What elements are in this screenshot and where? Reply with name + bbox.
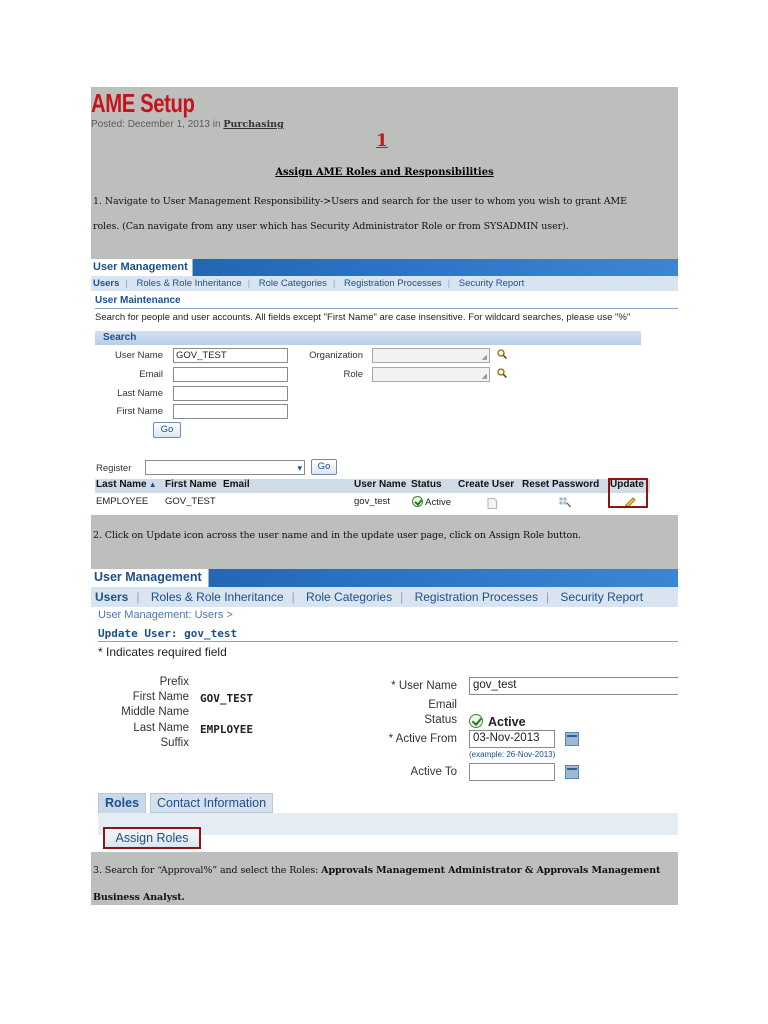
- section-title: User Maintenance: [95, 295, 181, 306]
- first-name-value: GOV_TEST: [200, 692, 253, 705]
- update-highlight-box: [608, 478, 648, 508]
- col-status: Status: [411, 479, 442, 490]
- col-update: Update: [610, 479, 644, 490]
- step2-text: 2. Click on Update icon across the user name and in the update user page, click on Assign Role button.: [93, 530, 582, 541]
- tab-roles[interactable]: Roles: [98, 793, 146, 813]
- user-management-tab[interactable]: User Management: [91, 569, 209, 587]
- cell-first-name: GOV_TEST: [165, 496, 216, 507]
- nav-role-categories[interactable]: Role Categories: [306, 590, 393, 604]
- nav-roles-inheritance[interactable]: Roles & Role Inheritance: [150, 590, 284, 604]
- col-last-name[interactable]: Last Name ▲: [96, 479, 157, 490]
- nav-roles-inheritance[interactable]: Roles & Role Inheritance: [136, 278, 242, 289]
- section-heading: Assign AME Roles and Responsibilities: [275, 167, 494, 178]
- status-text: Active: [425, 497, 451, 508]
- user-name-label: User Name: [114, 350, 163, 361]
- nav-security-report[interactable]: Security Report: [458, 278, 525, 289]
- check-icon: [469, 714, 483, 728]
- status-label: Status: [424, 714, 457, 726]
- active-to-label: Active To: [410, 766, 457, 778]
- role-label: Role: [343, 369, 363, 380]
- user-name-input[interactable]: gov_test: [469, 677, 678, 695]
- calendar-icon[interactable]: [565, 765, 579, 779]
- first-name-input[interactable]: [173, 404, 288, 419]
- calendar-icon[interactable]: [565, 732, 579, 746]
- nav-users[interactable]: Users: [95, 590, 129, 604]
- prefix-label: Prefix: [159, 676, 189, 688]
- step-number: 1: [376, 131, 388, 151]
- create-user-icon[interactable]: [487, 498, 497, 509]
- active-from-label: * Active From: [388, 733, 457, 745]
- user-search-screenshot: [91, 259, 678, 515]
- last-name-label: Last Name: [133, 722, 189, 734]
- organization-label: Organization: [309, 350, 363, 361]
- update-user-screenshot: [91, 569, 678, 852]
- register-select[interactable]: ▾: [145, 460, 305, 475]
- status-value: Active: [488, 715, 526, 729]
- document-page: [91, 87, 678, 905]
- first-name-label: First Name: [116, 406, 163, 417]
- email-input[interactable]: [173, 367, 288, 382]
- suffix-label: Suffix: [160, 737, 189, 749]
- col-create-user: Create User: [458, 479, 515, 490]
- nav-security-report[interactable]: Security Report: [560, 590, 644, 604]
- search-icon[interactable]: [497, 368, 507, 378]
- last-name-label: Last Name: [117, 388, 163, 399]
- tab-contact-information[interactable]: Contact Information: [150, 793, 273, 813]
- nav-role-categories[interactable]: Role Categories: [258, 278, 327, 289]
- register-go-button[interactable]: Go: [311, 459, 337, 475]
- step3-line1: 3. Search for “Approval%” and select the Roles: Approvals Management Administrator & Approvals Management: [93, 865, 661, 876]
- nav-registration-processes[interactable]: Registration Processes: [343, 278, 442, 289]
- col-first-name: First Name: [165, 479, 217, 490]
- search-icon[interactable]: [497, 349, 507, 359]
- col-email: Email: [223, 479, 250, 490]
- post-meta: [91, 119, 284, 130]
- reset-password-icon[interactable]: [559, 497, 571, 508]
- email-label: Email: [139, 369, 163, 380]
- search-header: Search: [95, 331, 641, 345]
- step1-line1: 1. Navigate to User Management Responsibility->Users and search for the user to whom you wish to grant AME: [93, 196, 628, 207]
- middle-name-label: Middle Name: [121, 706, 189, 718]
- post-title: AME Setup: [91, 88, 195, 118]
- col-reset-password: Reset Password: [522, 479, 600, 490]
- page-title: Update User: gov_test: [98, 627, 238, 640]
- breadcrumb[interactable]: User Management: Users >: [98, 609, 233, 621]
- category-link[interactable]: Purchasing: [223, 119, 284, 130]
- active-to-input[interactable]: [469, 763, 555, 781]
- sub-navigation: Users | Roles & Role Inheritance | Role Categories | Registration Processes | Security Report: [91, 276, 678, 291]
- nav-users[interactable]: Users: [93, 278, 120, 289]
- required-note: * Indicates required field: [98, 645, 227, 659]
- search-hint: Search for people and user accounts. All fields except "First Name" are case insensitive. For wildcard searches, please use "%": [95, 312, 631, 323]
- active-from-input[interactable]: 03-Nov-2013: [469, 730, 555, 748]
- nav-registration-processes[interactable]: Registration Processes: [414, 590, 538, 604]
- assign-roles-button[interactable]: Assign Roles: [103, 827, 201, 849]
- first-name-label: First Name: [132, 691, 189, 703]
- register-label: Register: [96, 463, 132, 474]
- col-user-name: User Name: [354, 479, 407, 490]
- cell-last-name: EMPLOYEE: [96, 496, 149, 507]
- user-name-input[interactable]: GOV_TEST: [173, 348, 288, 363]
- sub-navigation: Users | Roles & Role Inheritance | Role Categories | Registration Processes | Security Report: [91, 587, 678, 607]
- step3-line2: Business Analyst.: [93, 892, 185, 903]
- check-icon: [412, 496, 423, 507]
- organization-select[interactable]: ◢: [372, 348, 490, 363]
- go-button[interactable]: Go: [153, 422, 181, 438]
- user-management-tab[interactable]: User Management: [91, 259, 193, 276]
- last-name-value: EMPLOYEE: [200, 723, 253, 736]
- step1-line2: roles. (Can navigate from any user which has Security Administrator Role or from SYSADMIN user).: [93, 221, 569, 232]
- last-name-input[interactable]: [173, 386, 288, 401]
- user-name-label: * User Name: [391, 680, 457, 692]
- cell-user-name: gov_test: [354, 496, 390, 507]
- cell-status: [412, 493, 451, 511]
- posted-date: Posted: December 1, 2013 in: [91, 119, 221, 130]
- divider: [95, 308, 678, 309]
- divider: [98, 641, 678, 642]
- role-select[interactable]: ◢: [372, 367, 490, 382]
- date-example: (example: 26-Nov-2013): [469, 750, 556, 759]
- email-label: Email: [428, 699, 457, 711]
